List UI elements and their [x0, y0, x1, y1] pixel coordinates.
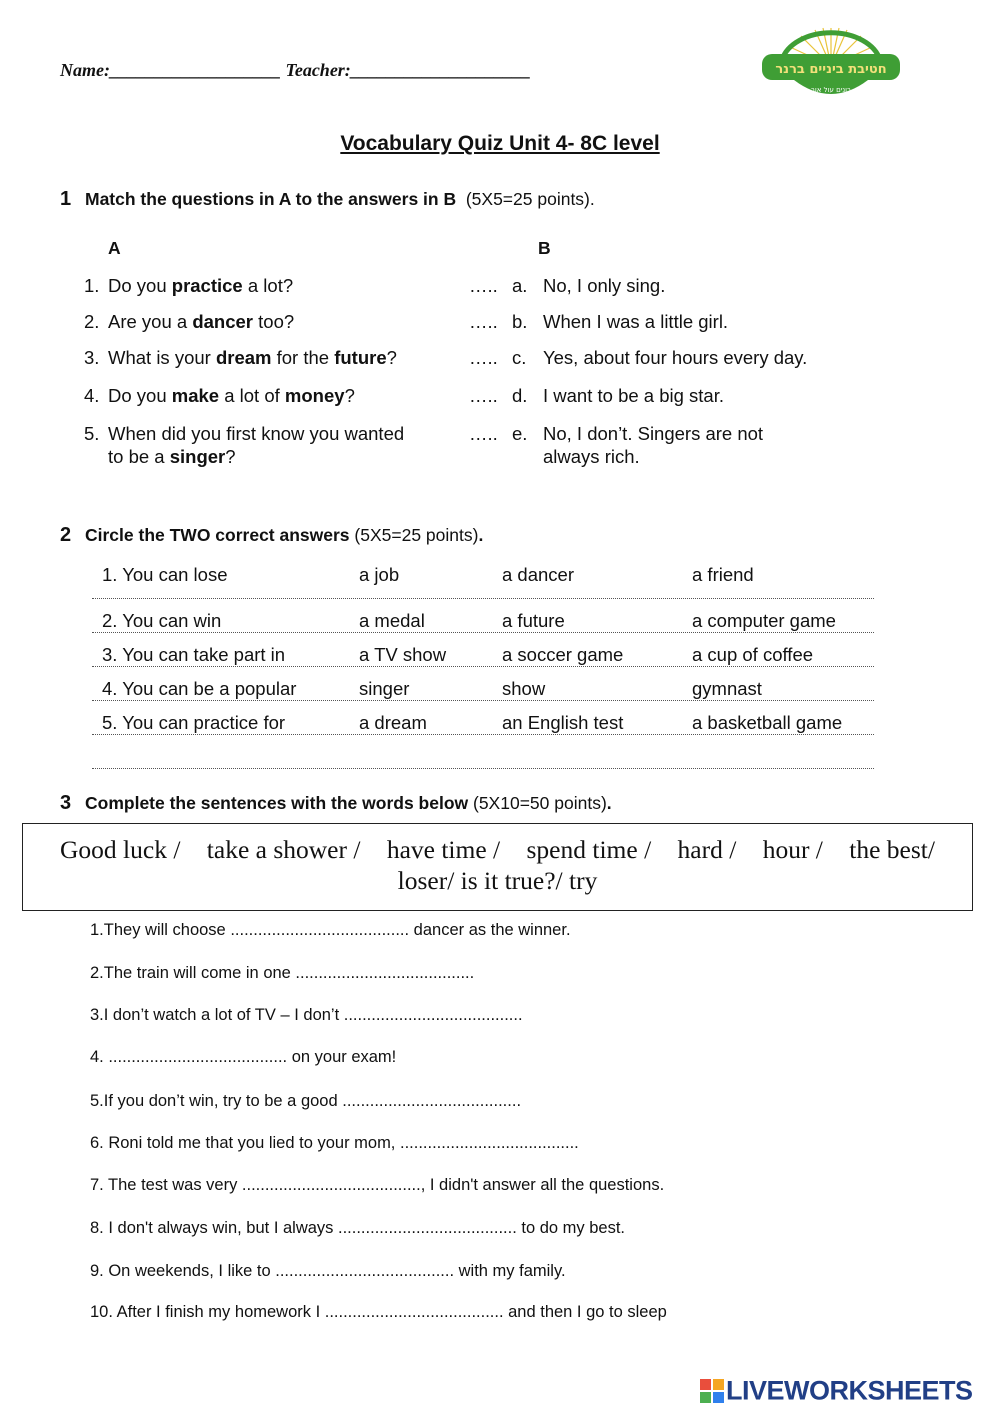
section-points: (5X5=25 points).	[465, 189, 595, 209]
row-divider	[92, 734, 874, 735]
choice-option[interactable]: a TV show	[359, 644, 447, 665]
word-bank-item: Good luck /	[60, 835, 181, 864]
question-text: ?	[386, 347, 397, 368]
answer-text: No, I only sing.	[543, 275, 666, 296]
answer-line: always rich.	[543, 446, 640, 467]
question	[84, 274, 464, 297]
choice-row	[0, 564, 1000, 598]
question-number: 2.	[84, 311, 100, 332]
school-logo	[760, 20, 902, 108]
prompt: 4. You can be a popular	[102, 678, 297, 699]
row-divider	[92, 666, 874, 667]
section-instruction: Circle the TWO correct answers	[85, 525, 350, 545]
fill-in-sentence[interactable]: 2.The train will come in one .......................................	[90, 964, 475, 982]
keyword: dancer	[192, 311, 253, 332]
answer-letter: a.	[512, 275, 528, 296]
section-instruction: Match the questions in A to the answers in B	[85, 189, 457, 209]
word-bank-item: have time /	[386, 835, 501, 864]
answer-blank[interactable]: …..	[469, 347, 498, 368]
question-number: 1.	[84, 275, 100, 296]
match-row	[0, 274, 1000, 298]
question-text: too?	[253, 311, 295, 332]
choice-option[interactable]: an English test	[502, 712, 624, 733]
choice-option[interactable]: a friend	[692, 564, 754, 585]
question-number: 5.	[84, 423, 100, 444]
choice-option[interactable]: gymnast	[692, 678, 762, 699]
liveworksheets-icon	[700, 1379, 724, 1403]
answer-letter: c.	[512, 347, 527, 368]
choice-option[interactable]: singer	[359, 678, 410, 699]
answer-text: Yes, about four hours every day.	[543, 347, 808, 368]
question-text: ?	[344, 385, 355, 406]
fill-in-sentence[interactable]: 4. ....................................... on your exam!	[90, 1048, 397, 1066]
student-info-line	[60, 60, 531, 81]
fill-in-sentence[interactable]: 5.If you don’t win, try to be a good .......................................	[90, 1092, 522, 1110]
fill-in-sentence[interactable]: 10. After I finish my homework I ....................................... and then I go to sleep	[90, 1303, 667, 1321]
word-bank-box	[22, 823, 973, 911]
choice-row	[0, 610, 1000, 644]
choice-row	[0, 712, 1000, 746]
question-text: for the	[271, 347, 335, 368]
logo-text: חטיבת ביניים ברנר	[775, 62, 887, 77]
choice-option[interactable]: a job	[359, 564, 400, 585]
question	[84, 310, 464, 333]
question	[84, 346, 464, 369]
page-title: Vocabulary Quiz Unit 4- 8C level	[340, 132, 660, 155]
word-bank-item: spend time /	[526, 835, 652, 864]
section-number: 3	[60, 792, 72, 814]
fill-in-sentence[interactable]: 9. On weekends, I like to ....................................... with my family.	[90, 1262, 566, 1280]
keyword: practice	[171, 275, 243, 296]
answer-letter: b.	[512, 311, 528, 332]
column-a-header: A	[108, 238, 121, 258]
answer-text	[543, 422, 873, 468]
name-blank[interactable]: ___________________	[109, 60, 281, 80]
question-text: a lot of	[219, 385, 285, 406]
keyword: singer	[169, 446, 226, 467]
section-instruction: Complete the sentences with the words below	[85, 793, 469, 813]
row-divider	[92, 598, 874, 599]
prompt: 5. You can practice for	[102, 712, 286, 733]
answer-blank[interactable]: …..	[469, 311, 498, 332]
column-b-header: B	[538, 238, 551, 258]
answer-letter: e.	[512, 423, 528, 444]
section-points: (5X10=50 points)	[473, 793, 607, 813]
choice-option[interactable]: a medal	[359, 610, 425, 631]
choice-option[interactable]: a cup of coffee	[692, 644, 814, 665]
choice-option[interactable]: a dream	[359, 712, 427, 733]
punctuation: .	[606, 793, 612, 813]
question-text: Are you a	[108, 311, 193, 332]
question	[84, 384, 464, 407]
word-bank-item: the best/	[849, 835, 935, 864]
fill-in-sentence[interactable]: 7. The test was very ......................................., I didn't answer all the questions.	[90, 1176, 665, 1194]
choice-option[interactable]: a future	[502, 610, 565, 631]
answer-blank[interactable]: …..	[469, 385, 498, 406]
choice-option[interactable]: a computer game	[692, 610, 836, 631]
fill-in-sentence[interactable]: 1.They will choose ....................................... dancer as the winner.	[90, 921, 571, 939]
row-divider	[92, 700, 874, 701]
teacher-blank[interactable]: ____________________	[350, 60, 531, 80]
question-number: 4.	[84, 385, 100, 406]
punctuation: .	[478, 525, 484, 545]
choice-option[interactable]: a dancer	[502, 564, 574, 585]
answer-letter: d.	[512, 385, 528, 406]
answer-blank[interactable]: …..	[469, 423, 498, 444]
keyword: money	[284, 385, 345, 406]
word-bank-item: take a shower /	[206, 835, 361, 864]
match-row	[0, 346, 1000, 370]
answer-text: I want to be a big star.	[543, 385, 724, 406]
prompt: 1. You can lose	[102, 564, 228, 585]
choice-option[interactable]: a basketball game	[692, 712, 843, 733]
question-text: What is your	[108, 347, 216, 368]
word-bank-item: hard /	[677, 835, 737, 864]
question-text: Do you	[108, 385, 172, 406]
question-text: to be a	[108, 446, 170, 467]
keyword: make	[171, 385, 220, 406]
teacher-label: Teacher:	[285, 60, 351, 80]
keyword: future	[334, 347, 387, 368]
question	[84, 422, 464, 468]
choice-row	[0, 678, 1000, 712]
row-divider	[92, 768, 874, 769]
section-3-heading	[60, 792, 612, 815]
section-number: 1	[60, 188, 72, 210]
prompt: 3. You can take part in	[102, 644, 286, 665]
liveworksheets-watermark[interactable]	[700, 1374, 973, 1408]
fill-in-sentence[interactable]: 8. I don't always win, but I always ....................................... to do my best.	[90, 1219, 626, 1237]
choice-option[interactable]: a soccer game	[502, 644, 624, 665]
choice-option[interactable]: show	[502, 678, 546, 699]
section-2-heading	[60, 524, 483, 547]
keyword: dream	[215, 347, 272, 368]
choice-row	[0, 644, 1000, 678]
row-divider	[92, 632, 874, 633]
fill-in-sentence[interactable]: 3.I don’t watch a lot of TV – I don’t .......................................	[90, 1006, 523, 1024]
match-row	[0, 310, 1000, 334]
fill-in-sentence[interactable]: 6. Roni told me that you lied to your mom, .......................................	[90, 1134, 579, 1152]
word-bank-line-2: loser/ is it true?/ try	[397, 866, 598, 895]
watermark-text: LIVEWORKSHEETS	[726, 1375, 973, 1406]
answer-text: When I was a little girl.	[543, 311, 729, 332]
answer-blank[interactable]: …..	[469, 275, 498, 296]
match-row	[0, 384, 1000, 408]
name-label: Name:	[60, 60, 110, 80]
question-text: a lot?	[242, 275, 294, 296]
logo-subtext: בונים עול אור	[810, 86, 852, 94]
question-text: When did you first know you wanted	[108, 423, 405, 444]
section-1-heading	[60, 188, 595, 211]
prompt: 2. You can win	[102, 610, 222, 631]
question-number: 3.	[84, 347, 100, 368]
answer-line: No, I don’t. Singers are not	[543, 423, 764, 444]
section-number: 2	[60, 524, 72, 546]
word-bank-line-1	[23, 834, 972, 865]
question-text: Do you	[108, 275, 172, 296]
match-row	[0, 422, 1000, 470]
question-text: ?	[225, 446, 236, 467]
word-bank-item: hour /	[762, 835, 823, 864]
section-points: (5X5=25 points)	[354, 525, 479, 545]
